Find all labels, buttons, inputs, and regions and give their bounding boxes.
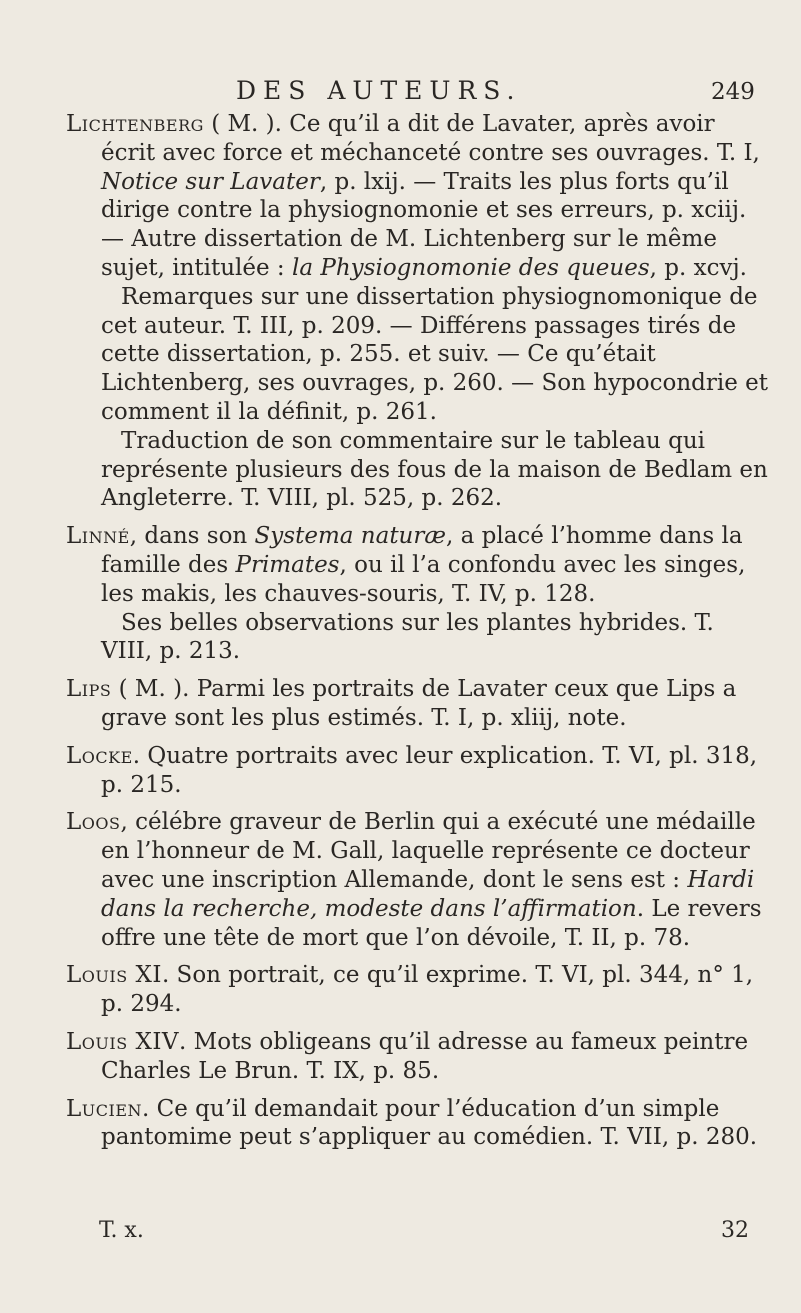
- entry-paragraph: [66, 675, 771, 733]
- entry-text: , ou il l’a confondu avec les singes, les makis, les chauves-souris, T. IV, p. 128.: [101, 551, 746, 607]
- entry-headword: Loos: [66, 809, 121, 836]
- entry-subparagraph: [66, 427, 771, 513]
- page-footer: [0, 1218, 801, 1248]
- entry-text: . Mots obligeans qu’il adresse au fameux peintre Charles Le Brun. T. IX, p. 85.: [101, 1028, 749, 1084]
- entry-paragraph: [66, 110, 771, 283]
- index-entry: [66, 110, 771, 513]
- entry-text: , célébre graveur de Berlin qui a exécuté une médaille en l’honneur de M. Gall, laquelle représente ce docteur avec une inscription Allemande, dont le sens est :: [101, 809, 756, 893]
- entry-headword: Lips: [66, 676, 112, 703]
- index-entry: [66, 961, 771, 1019]
- entry-headword: Louis XI: [66, 962, 162, 989]
- italic-title: Notice sur Lavater: [101, 168, 320, 195]
- page-number: 249: [711, 79, 755, 105]
- italic-title: Systema naturæ: [254, 523, 446, 550]
- entry-text: , p. lxij. — Traits les plus forts qu’il dirige contre la physiognomonie et ses erreurs, p. xciij. — Autre dissertation de M. Lichtenberg sur le même sujet, intitulée :: [101, 168, 747, 281]
- entry-paragraph: [66, 1028, 771, 1086]
- entry-paragraph: [66, 742, 771, 800]
- running-title: DES AUTEURS.: [236, 76, 522, 105]
- index-entry: [66, 808, 771, 952]
- entry-text: Traduction de son commentaire sur le tableau qui représente plusieurs des fous de la maison de Bedlam en Angleterre. T. VIII, pl. 525, p. 262.: [101, 427, 768, 512]
- italic-title: la Physiognomonie des queues: [292, 254, 650, 281]
- entry-subparagraph: [66, 609, 771, 667]
- entry-text: Ses belles observations sur les plantes hybrides. T. VIII, p. 213.: [101, 609, 714, 665]
- entry-text: ( M. ). Parmi les portraits de Lavater ceux que Lips a grave sont les plus estimés. T. I, p. xliij, note.: [101, 676, 737, 731]
- entry-text: ( M. ). Ce qu’il a dit de Lavater, après avoir écrit avec force et méchanceté contre ses ouvrages. T. I,: [101, 111, 760, 166]
- entry-text: , p. xcvj.: [649, 254, 747, 281]
- entry-text: , dans son: [129, 523, 255, 550]
- entry-headword: Lucien: [66, 1095, 142, 1122]
- entry-text: . Son portrait, ce qu’il exprime. T. VI, pl. 344, n° 1, p. 294.: [101, 962, 754, 1018]
- entry-headword: Louis XIV: [66, 1028, 180, 1055]
- entry-text: , a placé l’homme dans la famille des: [101, 523, 743, 578]
- index-entry: [66, 522, 771, 666]
- entry-paragraph: [66, 808, 771, 952]
- entry-text: Remarques sur une dissertation physiognomonique de cet auteur. T. III, p. 209. — Différens passages tirés de cette dissertation, p. 255. et suiv. — Ce qu’était Lichtenberg, ses ouvrages, p. 260. — Son hypocondrie et comment il la définit, p. 261.: [101, 283, 768, 425]
- entry-subparagraph: [66, 283, 771, 427]
- index-entry: [66, 742, 771, 800]
- entry-text: . Le revers offre une tête de mort que l’on dévoile, T. II, p. 78.: [101, 895, 762, 951]
- signature-mark: 32: [721, 1218, 749, 1243]
- index-entry: [66, 675, 771, 733]
- entry-paragraph: [66, 522, 771, 608]
- entry-paragraph: [66, 1095, 771, 1153]
- index-entry: [66, 1028, 771, 1086]
- italic-title: Hardi dans la recherche, modeste dans l’affirmation: [101, 866, 755, 922]
- entry-paragraph: [66, 961, 771, 1019]
- entry-headword: Locke: [66, 742, 133, 769]
- entry-text: . Quatre portraits avec leur explication. T. VI, pl. 318, p. 215.: [101, 742, 758, 798]
- index-entry: [66, 1095, 771, 1153]
- entry-text: . Ce qu’il demandait pour l’éducation d’un simple pantomime peut s’appliquer au comédien. T. VII, p. 280.: [101, 1095, 758, 1151]
- index-entries: [66, 110, 771, 1161]
- entry-headword: Linné: [66, 523, 130, 550]
- italic-title: Primates: [235, 551, 340, 578]
- volume-mark: T. x.: [99, 1218, 144, 1243]
- entry-headword: Lichtenberg: [66, 111, 204, 137]
